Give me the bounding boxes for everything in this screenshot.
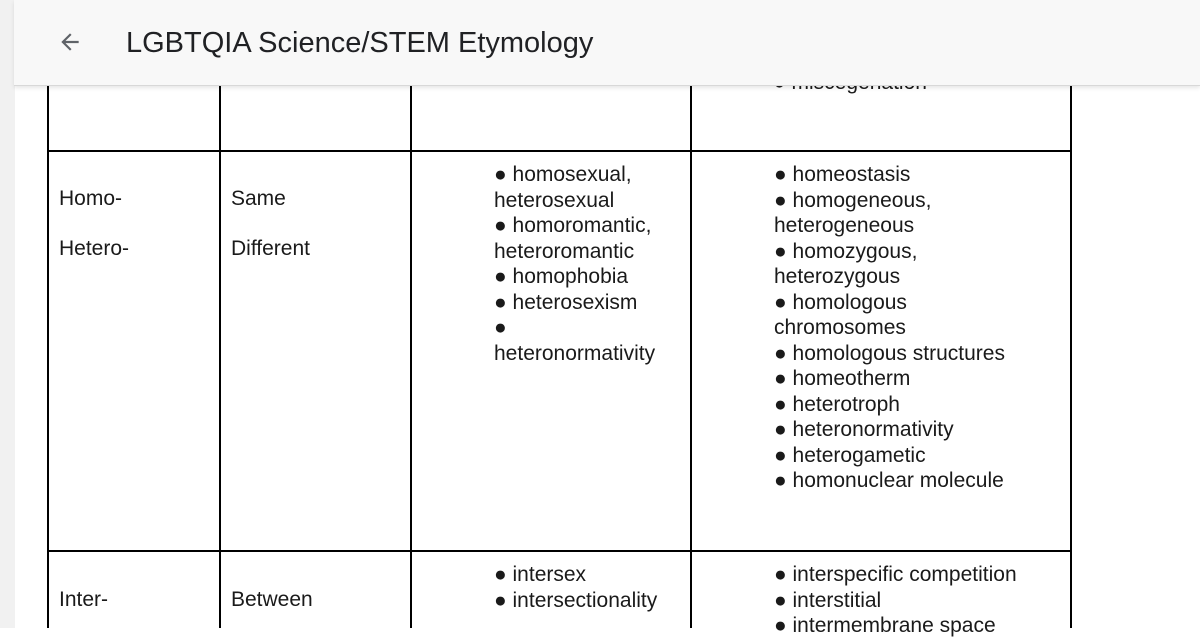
list-item: ● homonuclear molecule: [774, 469, 1004, 492]
back-button[interactable]: [48, 22, 92, 62]
prefix-hetero: Hetero-: [59, 237, 130, 260]
science-terms-cell: [774, 162, 1005, 494]
prefix-inter: Inter-: [59, 588, 109, 611]
science-terms-cell-inter: [774, 562, 1017, 639]
meaning-different: Different: [231, 237, 310, 260]
list-item: ● homozygous,: [774, 239, 918, 263]
list-item: ● homeotherm: [774, 367, 911, 390]
table-border-right: [1070, 85, 1072, 628]
science-terms-list: [774, 562, 1017, 639]
meaning-between: Between: [231, 588, 313, 611]
meaning-same: Same: [231, 187, 286, 210]
list-item: heterosexual: [494, 188, 615, 212]
list-item: ● homoromantic,: [494, 214, 652, 237]
table-divider-2: [410, 85, 412, 628]
list-item: ● heterotroph: [774, 392, 900, 416]
list-item: ● homeostasis: [774, 163, 911, 186]
science-terms-list: [774, 162, 1005, 494]
list-item: ● intermembrane space: [774, 614, 996, 637]
table-border-left: [47, 85, 49, 628]
app-header: [14, 0, 1200, 86]
list-item: ●: [494, 316, 507, 339]
list-item: ● heteronormativity: [774, 418, 954, 441]
list-item: heterogeneous: [774, 214, 915, 237]
list-item: ● heterosexism: [494, 290, 638, 314]
table-divider-3: [690, 85, 692, 628]
arrow-back-icon: [57, 29, 83, 55]
list-item: heteroromantic: [494, 239, 635, 263]
list-item: ● intersex: [494, 563, 587, 586]
table-divider-1: [219, 85, 221, 628]
list-item: ● homologous: [774, 290, 907, 314]
lgbtqia-terms-cell-inter: [494, 562, 657, 613]
list-item: ● homosexual,: [494, 163, 632, 186]
list-item: ● homologous structures: [774, 341, 1005, 365]
lgbtqia-terms-cell: [494, 162, 655, 366]
prefix-homo: Homo-: [59, 187, 123, 210]
list-item: chromosomes: [774, 316, 906, 339]
lgbtqia-terms-list: [494, 562, 657, 613]
list-item: ● heterogametic: [774, 443, 926, 467]
list-item: ● interspecific competition: [774, 563, 1017, 586]
lgbtqia-terms-list: [494, 162, 655, 366]
row-divider-1: [47, 150, 1072, 152]
list-item: ● homophobia: [494, 265, 629, 288]
document-title: LGBTQIA Science/STEM Etymology: [126, 27, 594, 59]
list-item: ● homogeneous,: [774, 188, 932, 212]
list-item: ● interstitial: [774, 588, 882, 612]
list-item: heteronormativity: [494, 341, 656, 365]
row-divider-2: [47, 550, 1072, 552]
list-item: ● intersectionality: [494, 588, 658, 612]
list-item: heterozygous: [774, 265, 901, 288]
